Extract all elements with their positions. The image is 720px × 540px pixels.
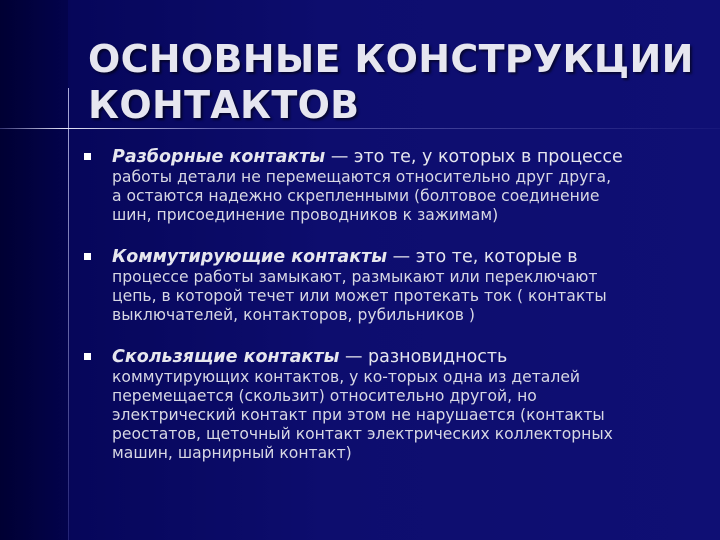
item-line: электрический контакт при этом не нарушается (контакты — [112, 406, 605, 424]
square-bullet-icon — [84, 253, 91, 260]
item-line: машин, шарнирный контакт) — [112, 444, 352, 462]
item-lead-text: — это те, у которых в процессе — [325, 147, 623, 167]
list-item-dismountable-contacts — [80, 146, 680, 225]
item-line: реостатов, щеточный контакт электрических коллекторных — [112, 425, 613, 443]
item-body — [112, 368, 680, 463]
item-line: выключателей, контакторов, рубильников ) — [112, 306, 476, 324]
item-line: работы детали не перемещаются относительно друг друга, — [112, 168, 612, 186]
slide-title — [88, 36, 708, 128]
item-term: Скользящие контакты — [112, 347, 340, 367]
list-item-switching-contacts — [80, 246, 680, 325]
square-bullet-icon — [84, 153, 91, 160]
item-lead-text: — это те, которые в — [387, 247, 578, 267]
left-band — [0, 0, 68, 540]
item-line: коммутирующих контактов, у ко-торых одна из деталей — [112, 368, 581, 386]
square-bullet-icon — [84, 353, 91, 360]
item-lead — [112, 346, 680, 368]
vertical-divider-line — [68, 88, 69, 540]
title-line-1: ОСНОВНЫЕ КОНСТРУКЦИИ — [88, 37, 694, 81]
bullet-list — [80, 146, 680, 484]
item-line: процессе работы замыкают, размыкают или переключают — [112, 268, 598, 286]
list-item-sliding-contacts — [80, 346, 680, 463]
item-body — [112, 268, 680, 325]
item-lead — [112, 246, 680, 268]
item-lead — [112, 146, 680, 168]
item-body — [112, 168, 680, 225]
item-term: Коммутирующие контакты — [112, 247, 388, 267]
item-lead-text: — разновидность — [339, 347, 508, 367]
item-line: а остаются надежно скрепленными (болтовое соединение — [112, 187, 600, 205]
title-line-2: КОНТАКТОВ — [88, 83, 360, 127]
horizontal-divider-line — [0, 128, 720, 129]
item-term: Разборные контакты — [112, 147, 326, 167]
item-line: шин, присоединение проводников к зажимам) — [112, 206, 499, 224]
item-line: цепь, в которой течет или может протекать ток ( контакты — [112, 287, 607, 305]
item-line: перемещается (скользит) относительно другой, но — [112, 387, 537, 405]
